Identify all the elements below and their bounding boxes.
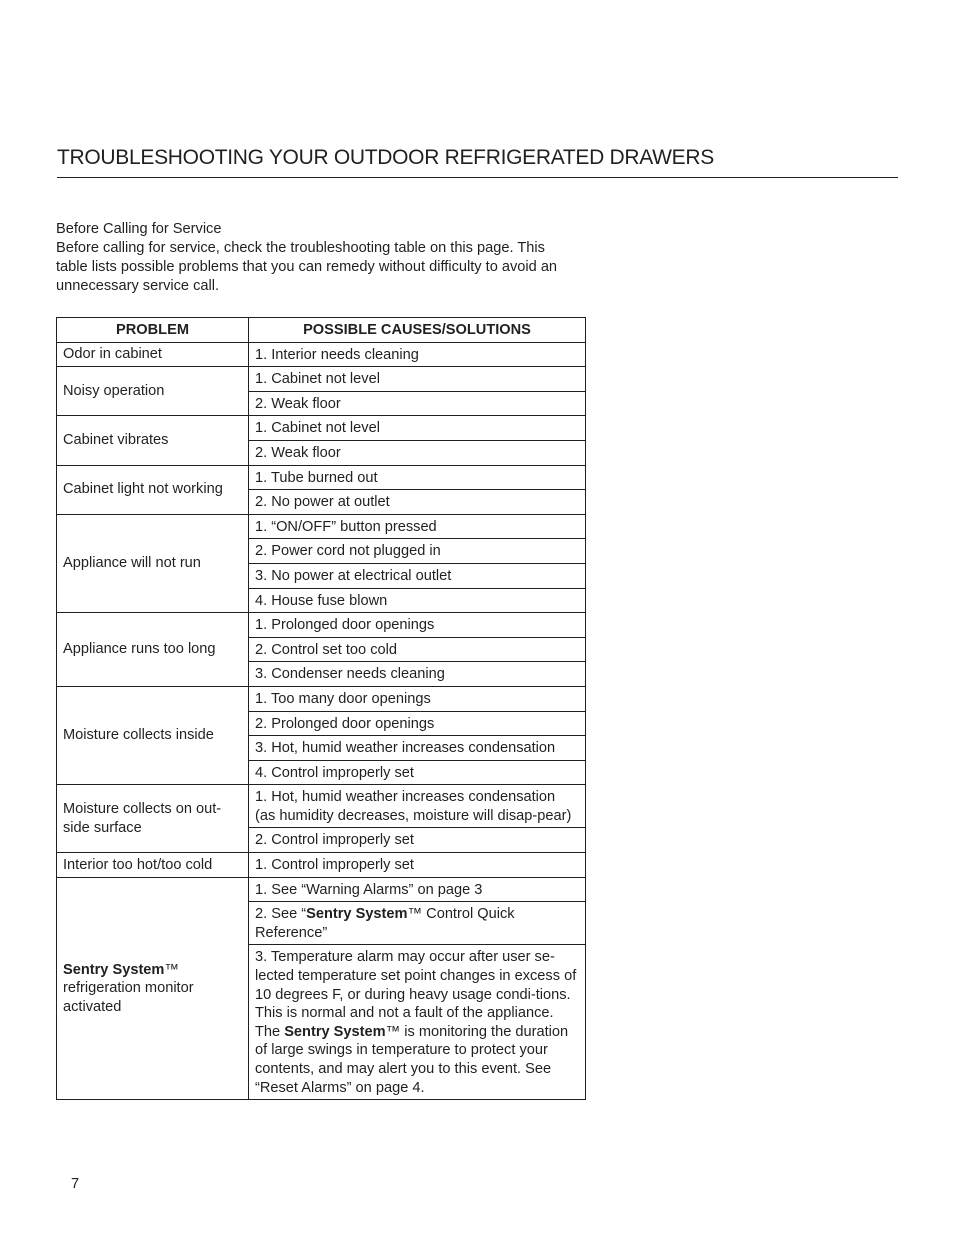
solution-cell: 1. Hot, humid weather increases condensation (as humidity decreases, moisture will disap-pear) [249,785,586,828]
solution-cell: 3. Condenser needs cleaning [249,662,586,687]
sentry-sol3-suffix: ™ is monitoring the duration of large swings in temperature to protect your contents, and may alert you to this event. See “Reset Alarms” on page 4. [255,1023,569,1096]
troubleshooting-table [56,317,586,1100]
intro-line-2: table lists possible problems that you can remedy without difficulty to avoid an [56,259,558,275]
solution-cell: 1. Prolonged door openings [249,613,586,638]
solution-cell: 1. Cabinet not level [249,416,586,441]
solution-cell: 1. Control improperly set [249,853,586,878]
solution-cell: 3. Hot, humid weather increases condensation [249,736,586,761]
solution-cell: 2. Control improperly set [249,828,586,853]
solution-cell: 1. “ON/OFF” button pressed [249,514,586,539]
solution-cell [249,902,586,945]
table-row [57,613,586,638]
problem-cell: Moisture collects on out-side surface [57,785,249,853]
intro-line-3: unnecessary service call. [56,278,220,294]
problem-cell: Moisture collects inside [57,686,249,784]
solution-cell: 2. Control set too cold [249,637,586,662]
table-row [57,416,586,441]
table-row [57,785,586,828]
solution-cell: 2. Weak floor [249,440,586,465]
sentry-system-name: Sentry System [306,906,408,923]
solution-cell [249,945,586,1100]
solution-cell: 3. No power at electrical outlet [249,563,586,588]
problem-cell [57,877,249,1100]
solution-cell: 4. Control improperly set [249,760,586,785]
problem-cell: Cabinet vibrates [57,416,249,465]
solutions-column-header: POSSIBLE CAUSES/SOLUTIONS [249,318,586,343]
problem-cell: Appliance runs too long [57,613,249,687]
problem-cell: Interior too hot/too cold [57,853,249,878]
solution-cell: 4. House fuse blown [249,588,586,613]
sentry-system-name: Sentry System [63,961,165,978]
solution-cell: 1. Cabinet not level [249,367,586,392]
intro-heading: Before Calling for Service [56,221,222,237]
sentry-problem-text: refrigeration monitor activated [63,980,194,1015]
problem-cell: Cabinet light not working [57,465,249,514]
page-title: TROUBLESHOOTING YOUR OUTDOOR REFRIGERATED DRAWERS [57,146,714,169]
table-row [57,877,586,902]
problem-cell: Appliance will not run [57,514,249,612]
solution-cell: 1. Interior needs cleaning [249,342,586,367]
problem-column-header: PROBLEM [57,318,249,343]
page-number: 7 [71,1176,80,1192]
problem-cell: Noisy operation [57,367,249,416]
trademark-symbol: ™ [164,961,179,978]
solution-cell: 1. Too many door openings [249,686,586,711]
intro-section [56,220,596,296]
sentry-sol2-suffix: ™ Control Quick Reference” [255,906,515,941]
solution-cell: 2. Prolonged door openings [249,711,586,736]
table-row [57,465,586,490]
intro-line-1: Before calling for service, check the troubleshooting table on this page. This [56,240,545,256]
solution-cell: 2. Power cord not plugged in [249,539,586,564]
table-row [57,686,586,711]
solution-cell: 2. Weak floor [249,391,586,416]
title-rule [57,177,898,178]
table-row [57,853,586,878]
sentry-sol2-prefix: 2. See “ [255,906,307,923]
table-row [57,367,586,392]
table-header-row [57,318,586,343]
table-row [57,514,586,539]
solution-cell: 1. See “Warning Alarms” on page 3 [249,877,586,902]
problem-cell: Odor in cabinet [57,342,249,367]
table-row [57,342,586,367]
sentry-sol3-prefix: 3. Temperature alarm may occur after user se-lected temperature set point changes in excess of 10 degrees F, or during heavy usage condi-tions. This is normal and not a fault of the appliance. The [255,949,577,1040]
solution-cell: 1. Tube burned out [249,465,586,490]
sentry-system-name: Sentry System [284,1023,386,1040]
solution-cell: 2. No power at outlet [249,490,586,515]
